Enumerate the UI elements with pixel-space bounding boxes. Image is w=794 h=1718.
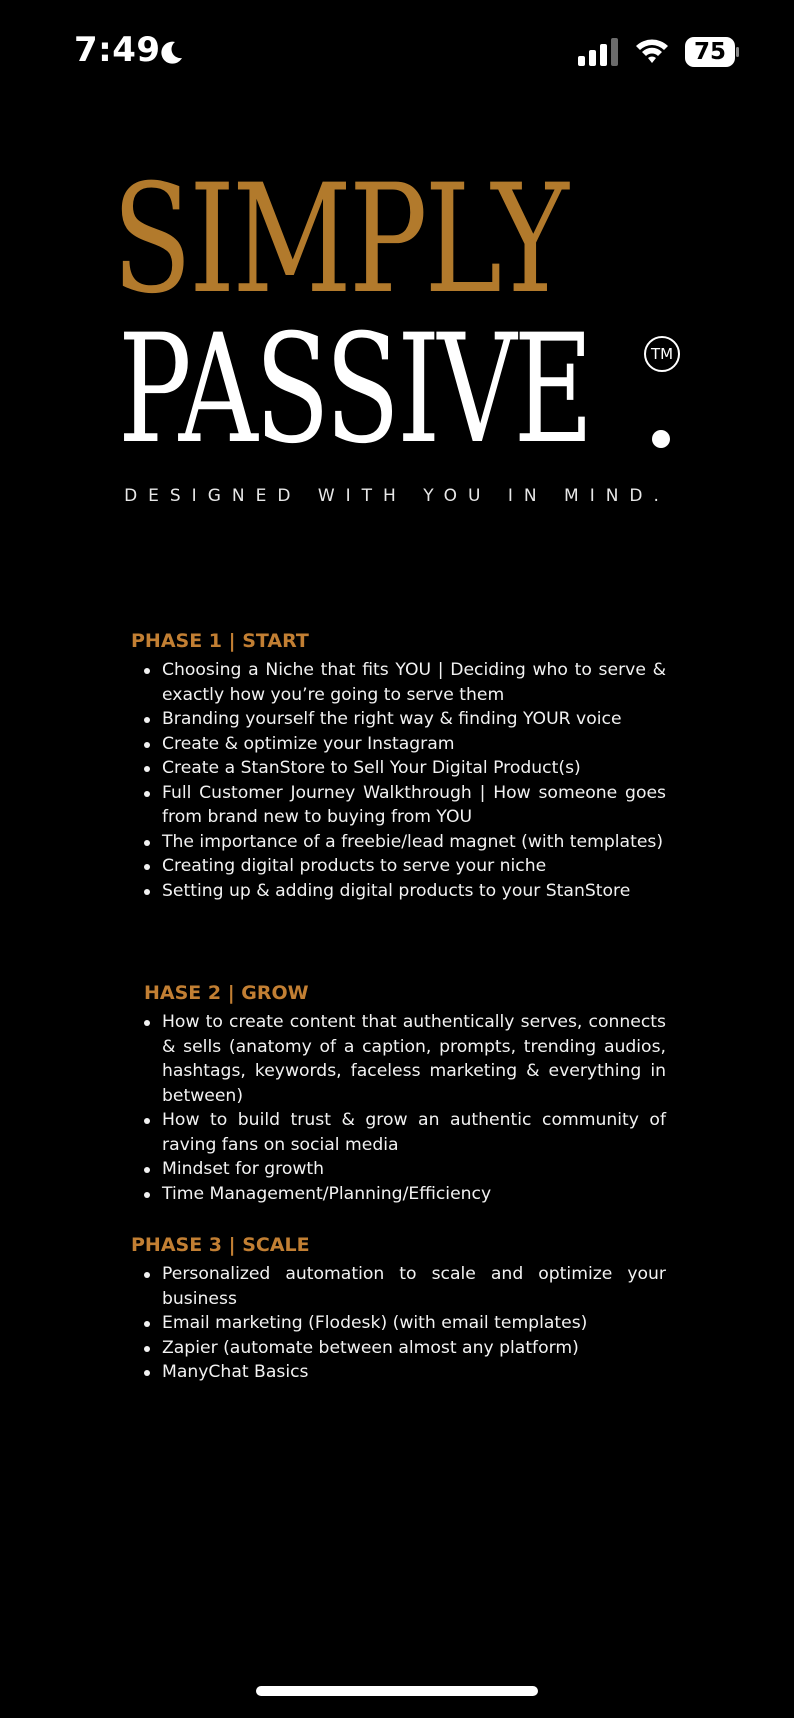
phase-heading: PHASE 3 | SCALE xyxy=(131,1234,310,1256)
bullet-list xyxy=(144,1010,666,1206)
list-item: How to build trust & grow an authentic community of raving fans on social media xyxy=(144,1108,666,1157)
list-item: Creating digital products to serve your niche xyxy=(144,854,666,879)
logo-word-simply: SIMPLY xyxy=(112,153,566,327)
list-item: Choosing a Niche that fits YOU | Deciding who to serve & exactly how you’re going to serve them xyxy=(144,658,666,707)
list-item: Full Customer Journey Walkthrough | How someone goes from brand new to buying from YOU xyxy=(144,781,666,830)
bullet-list xyxy=(144,658,666,903)
phase-heading: HASE 2 | GROW xyxy=(144,982,309,1004)
logo-word-passive: PASSIVE xyxy=(118,303,591,477)
trademark-symbol: TM xyxy=(644,336,680,372)
list-item: Create & optimize your Instagram xyxy=(144,732,666,757)
list-item: Setting up & adding digital products to your StanStore xyxy=(144,879,666,904)
list-item: How to create content that authentically serves, connects & sells (anatomy of a caption, prompts, trending audios, hashtags, keywords, faceless marketing & everything in between) xyxy=(144,1010,666,1108)
status-time: 7:49 xyxy=(74,30,161,70)
cellular-signal-icon xyxy=(578,38,620,66)
bullet-list xyxy=(144,1262,666,1385)
battery-level: 75 xyxy=(693,39,726,65)
home-indicator[interactable] xyxy=(256,1686,538,1696)
list-item: Create a StanStore to Sell Your Digital Product(s) xyxy=(144,756,666,781)
list-item: The importance of a freebie/lead magnet (with templates) xyxy=(144,830,666,855)
list-item: Time Management/Planning/Efficiency xyxy=(144,1182,666,1207)
status-bar xyxy=(0,0,794,110)
phase-heading: PHASE 1 | START xyxy=(131,630,309,652)
tagline: DESIGNED WITH YOU IN MIND. xyxy=(124,486,670,506)
list-item: Personalized automation to scale and optimize your business xyxy=(144,1262,666,1311)
wifi-icon xyxy=(634,36,670,66)
list-item: ManyChat Basics xyxy=(144,1360,666,1385)
list-item: Mindset for growth xyxy=(144,1157,666,1182)
brand-logo xyxy=(0,153,794,490)
moon-icon xyxy=(158,40,184,66)
logo-dot xyxy=(652,430,670,448)
list-item: Email marketing (Flodesk) (with email templates) xyxy=(144,1311,666,1336)
list-item: Zapier (automate between almost any platform) xyxy=(144,1336,666,1361)
list-item: Branding yourself the right way & finding YOUR voice xyxy=(144,707,666,732)
